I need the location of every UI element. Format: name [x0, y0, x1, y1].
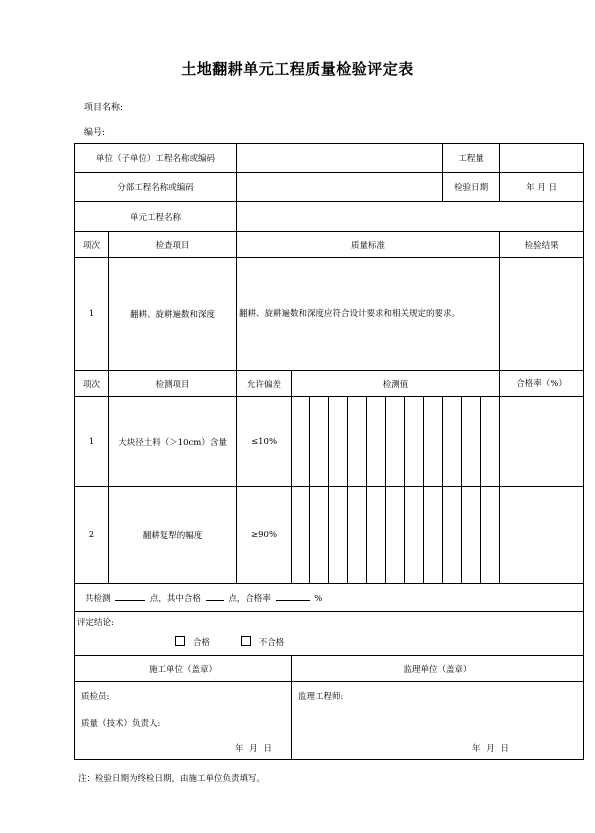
header-row-unit-project [75, 202, 584, 232]
quantity-value[interactable] [500, 144, 584, 173]
summary-rate-label: 点，合格率 [228, 594, 271, 604]
fail-label: 不合格 [258, 638, 285, 648]
header-row-unit [75, 144, 584, 173]
testing-value-cell[interactable] [348, 487, 367, 584]
inspector-label: 质检员: [81, 692, 110, 702]
date-value[interactable]: 年 月 日 [500, 173, 584, 202]
header-row-subdivision [75, 173, 584, 202]
testing-value-cell[interactable] [348, 397, 367, 487]
testing-row [75, 397, 584, 487]
testing-row [75, 487, 584, 584]
supervisor-label: 监理工程师: [298, 692, 344, 702]
pass-checkbox[interactable] [175, 636, 185, 646]
conclusion-cell [75, 612, 584, 656]
testing-value-cell[interactable] [292, 397, 310, 487]
testing-tolerance-header: 允许偏差 [237, 371, 292, 397]
summary-rate-blank[interactable] [276, 591, 310, 601]
inspection-result-header: 检验结果 [500, 232, 584, 258]
supervision-signature-cell [292, 682, 584, 760]
testing-value-cell[interactable] [329, 487, 348, 584]
fail-checkbox[interactable] [241, 636, 251, 646]
quantity-label: 工程量 [443, 144, 500, 173]
conclusion-label: 评定结论: [77, 618, 114, 628]
conclusion-row [75, 612, 584, 656]
testing-row-index: 1 [75, 397, 109, 487]
testing-value-cell[interactable] [462, 397, 481, 487]
testing-value-cell[interactable] [481, 487, 500, 584]
inspection-row-result[interactable] [500, 258, 584, 371]
testing-value-cell[interactable] [386, 397, 405, 487]
testing-value-cell[interactable] [329, 397, 348, 487]
construction-unit-label: 施工单位（盖章） [75, 656, 292, 682]
testing-value-cell[interactable] [292, 487, 310, 584]
summary-row [75, 584, 584, 612]
testing-row-item: 大块径土料（＞10cm）含量 [109, 397, 237, 487]
inspection-row-index: 1 [75, 258, 109, 371]
summary-pass-label: 点，其中合格 [149, 594, 201, 604]
testing-value-cell[interactable] [386, 487, 405, 584]
footnote: 注：检验日期为终检日期，由施工单位负责填写。 [78, 774, 266, 784]
testing-value-cell[interactable] [462, 487, 481, 584]
signature-body-row [75, 682, 584, 760]
testing-rate-header: 合格率（%） [500, 371, 584, 397]
testing-value-cell[interactable] [367, 397, 386, 487]
testing-row-tolerance: ≥90% [237, 487, 292, 584]
testing-value-cell[interactable] [443, 487, 462, 584]
testing-row-item: 翻耕复犁的幅度 [109, 487, 237, 584]
testing-values-header: 检测值 [292, 371, 500, 397]
testing-value-cell[interactable] [367, 487, 386, 584]
testing-value-cell[interactable] [310, 397, 329, 487]
inspection-row [75, 258, 584, 371]
summary-cell [75, 584, 584, 612]
inspection-standard-header: 质量标准 [237, 232, 500, 258]
project-name-label: 项目名称: [84, 103, 124, 113]
summary-total-label: 共检测 [85, 594, 111, 604]
summary-percent: % [314, 594, 323, 604]
pass-label: 合格 [193, 638, 211, 648]
testing-value-cell[interactable] [405, 487, 424, 584]
unit-project-label: 单位（子单位）工程名称或编码 [75, 144, 237, 173]
number-label: 编号: [84, 128, 106, 138]
testing-row-tolerance: ≤10% [237, 397, 292, 487]
construction-date: 年 月 日 [235, 744, 272, 754]
subdivision-value[interactable] [237, 173, 443, 202]
unit-project-value[interactable] [237, 144, 443, 173]
testing-row-rate[interactable] [500, 487, 584, 584]
testing-value-cell[interactable] [310, 487, 329, 584]
testing-value-cell[interactable] [424, 487, 443, 584]
date-label: 检验日期 [443, 173, 500, 202]
unit-project-name-label: 单元工程名称 [75, 202, 237, 232]
testing-index-header: 项次 [75, 371, 109, 397]
testing-value-cell[interactable] [481, 397, 500, 487]
inspection-row-item: 翻耕、旋耕遍数和深度 [109, 258, 237, 371]
testing-row-rate[interactable] [500, 397, 584, 487]
testing-header-row [75, 371, 584, 397]
summary-pass-blank[interactable] [206, 591, 224, 601]
inspection-form-table [74, 143, 584, 760]
page-title: 土地翻耕单元工程质量检验评定表 [181, 60, 414, 78]
inspection-row-standard: 翻耕、旋耕遍数和深度应符合设计要求和相关规定的要求。 [237, 258, 500, 371]
signature-header-row [75, 656, 584, 682]
construction-signature-cell [75, 682, 292, 760]
subdivision-label: 分部工程名称或编码 [75, 173, 237, 202]
supervision-date: 年 月 日 [472, 744, 509, 754]
inspection-index-header: 项次 [75, 232, 109, 258]
testing-value-cell[interactable] [443, 397, 462, 487]
quality-manager-label: 质量（技术）负责人: [81, 719, 161, 729]
testing-value-cell[interactable] [424, 397, 443, 487]
testing-item-header: 检测项目 [109, 371, 237, 397]
testing-value-cell[interactable] [405, 397, 424, 487]
summary-total-blank[interactable] [115, 591, 145, 601]
inspection-item-header: 检查项目 [109, 232, 237, 258]
inspection-header-row [75, 232, 584, 258]
supervision-unit-label: 监理单位（盖章） [292, 656, 584, 682]
unit-project-name-value[interactable] [237, 202, 584, 232]
testing-row-index: 2 [75, 487, 109, 584]
